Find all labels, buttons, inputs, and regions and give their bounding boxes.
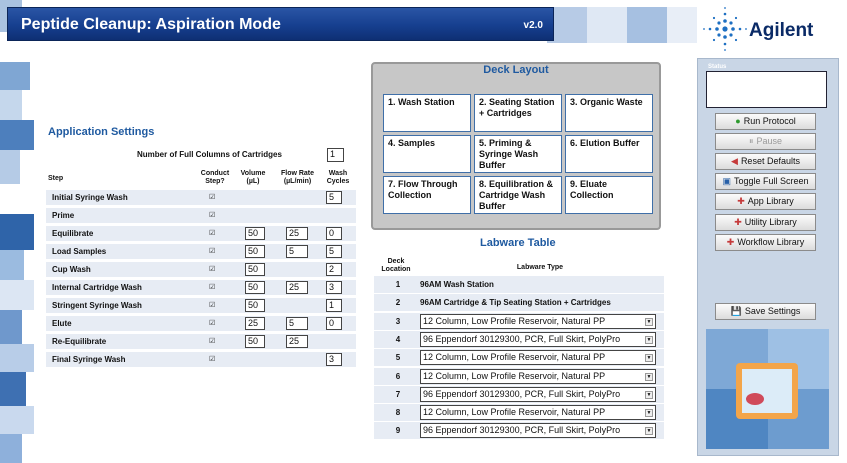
toggle-full-screen-button[interactable]: ▣ Toggle Full Screen	[715, 173, 816, 190]
labware-type-value: 96 Eppendorf 30129300, PCR, Full Skirt, PolyPro	[423, 333, 621, 344]
full-columns-label: Number of Full Columns of Cartridges	[137, 150, 282, 159]
app-library-button[interactable]: ✚ App Library	[715, 193, 816, 210]
reset-icon: ◀	[731, 156, 738, 166]
run-icon: ●	[735, 116, 741, 126]
conduct-checkbox[interactable]: ☑	[209, 338, 216, 345]
labware-row	[374, 276, 664, 293]
labware-type-value: 96 Eppendorf 30129300, PCR, Full Skirt, PolyPro	[423, 388, 621, 399]
deck-position-4: 4. Samples	[383, 135, 471, 173]
labware-type-text: 96AM Wash Station	[420, 280, 494, 289]
deck-location: 9	[395, 426, 401, 436]
volume-input[interactable]: 50	[245, 263, 265, 276]
settings-row	[46, 262, 356, 277]
conduct-checkbox[interactable]: ☑	[209, 356, 216, 363]
step-name: Elute	[52, 319, 72, 328]
flow-input[interactable]: 25	[286, 335, 308, 348]
spark-logo-icon	[702, 6, 748, 52]
settings-row	[46, 352, 356, 367]
deck-position-1: 1. Wash Station	[383, 94, 471, 132]
labware-type-text: 96AM Cartridge & Tip Seating Station + Cartridges	[420, 298, 611, 308]
step-name: Stringent Syringe Wash	[52, 301, 142, 310]
labware-type-select[interactable]	[420, 314, 656, 329]
step-name: Final Syringe Wash	[52, 355, 126, 364]
wash-cycles-header: Wash Cycles	[326, 170, 350, 185]
labware-row	[374, 349, 664, 366]
save-settings-button[interactable]: 💾 Save Settings	[715, 303, 816, 320]
settings-row	[46, 334, 356, 349]
labware-type-value: 12 Column, Low Profile Reservoir, Natural PP	[423, 352, 606, 363]
brand-name: Agilent	[749, 20, 814, 41]
pause-icon: ⏸	[748, 136, 754, 146]
settings-row	[46, 280, 356, 295]
plus-icon: ✚	[726, 237, 735, 247]
deck-location: 7	[395, 389, 401, 399]
cycles-input[interactable]: 2	[326, 263, 342, 276]
labware-type-value: 96 Eppendorf 30129300, PCR, Full Skirt, PolyPro	[423, 425, 621, 436]
labware-type-select[interactable]	[420, 369, 656, 384]
labware-type-select[interactable]	[420, 423, 656, 438]
pause-button[interactable]: ⏸ Pause	[715, 133, 816, 150]
labware-row	[374, 386, 664, 403]
labware-table-title: Labware Table	[480, 237, 556, 249]
chevron-down-icon[interactable]: ▼	[646, 428, 652, 435]
step-name: Re-Equilibrate	[52, 337, 107, 346]
volume-input[interactable]: 50	[245, 281, 265, 294]
deck-position-2: 2. Seating Station + Cartridges	[474, 94, 562, 132]
labware-type-select[interactable]	[420, 350, 656, 365]
conduct-checkbox[interactable]: ☑	[209, 284, 216, 291]
settings-row	[46, 298, 356, 313]
flow-rate-header: Flow Rate (µL/min)	[280, 170, 315, 185]
app-title: Peptide Cleanup: Aspiration Mode	[21, 16, 281, 33]
labware-type-select[interactable]	[420, 387, 656, 402]
step-header: Step	[48, 175, 64, 182]
conduct-checkbox[interactable]: ☑	[209, 266, 216, 273]
volume-input[interactable]: 50	[245, 335, 265, 348]
labware-row	[374, 294, 664, 311]
title-bar	[7, 7, 554, 41]
chevron-down-icon[interactable]: ▼	[646, 373, 652, 380]
conduct-checkbox[interactable]: ☑	[209, 302, 216, 309]
flow-input[interactable]: 25	[286, 227, 308, 240]
deck-location: 1	[395, 280, 401, 289]
volume-input[interactable]: 25	[245, 317, 265, 330]
labware-row	[374, 422, 664, 439]
settings-row	[46, 244, 356, 259]
cycles-input[interactable]: 1	[326, 299, 342, 312]
deck-location: 6	[395, 371, 401, 381]
settings-row	[46, 190, 356, 205]
deck-position-5: 5. Priming & Syringe Wash Buffer	[474, 135, 562, 173]
chevron-down-icon[interactable]: ▼	[646, 355, 652, 362]
step-name: Prime	[52, 211, 75, 220]
control-panel	[697, 58, 839, 456]
flow-input[interactable]: 25	[286, 281, 308, 294]
cycles-input[interactable]: 0	[326, 317, 342, 330]
deck-location: 4	[395, 334, 401, 344]
settings-row	[46, 208, 356, 223]
status-label: Status	[708, 64, 727, 70]
labware-type-value: 12 Column, Low Profile Reservoir, Natural PP	[423, 315, 606, 326]
cycles-input[interactable]: 3	[326, 281, 342, 294]
settings-row	[46, 316, 356, 331]
deck-position-9: 9. Eluate Collection	[565, 176, 653, 214]
cycles-input[interactable]: 5	[326, 191, 342, 204]
deck-location: 2	[395, 298, 401, 308]
plus-icon: ✚	[734, 217, 742, 227]
run-protocol-button[interactable]: ● Run Protocol	[715, 113, 816, 130]
labware-type-select[interactable]	[420, 405, 656, 420]
labware-type-value: 12 Column, Low Profile Reservoir, Natural PP	[423, 407, 606, 418]
labware-row	[374, 313, 664, 330]
deck-layout-title: Deck Layout	[483, 64, 549, 76]
chevron-down-icon[interactable]: ▼	[646, 318, 652, 325]
conduct-checkbox[interactable]: ☑	[209, 194, 216, 201]
full-columns-input[interactable]: 1	[327, 148, 344, 162]
labware-row	[374, 331, 664, 348]
volume-input[interactable]: 50	[245, 227, 265, 240]
utility-library-button[interactable]: ✚ Utility Library	[715, 214, 816, 231]
deck-layout	[371, 62, 661, 230]
step-name: Initial Syringe Wash	[52, 193, 128, 202]
step-name: Cup Wash	[52, 265, 91, 274]
deck-position-3: 3. Organic Waste	[565, 94, 653, 132]
preview-thumbnail	[706, 329, 829, 449]
labware-row	[374, 404, 664, 421]
volume-header: Volume (µL)	[240, 170, 266, 185]
conduct-checkbox[interactable]: ☑	[209, 248, 216, 255]
flow-input[interactable]: 5	[286, 317, 308, 330]
fullscreen-icon: ▣	[722, 176, 731, 186]
workflow-library-button[interactable]: ✚ Workflow Library	[715, 234, 816, 251]
plus-icon: ✚	[737, 196, 745, 206]
deck-location: 8	[395, 408, 401, 418]
settings-row	[46, 226, 356, 241]
version-label: v2.0	[523, 20, 543, 31]
chevron-down-icon[interactable]: ▼	[646, 410, 652, 417]
conduct-checkbox[interactable]: ☑	[209, 212, 216, 219]
deck-location: 5	[395, 353, 401, 363]
cycles-input[interactable]: 3	[326, 353, 342, 366]
deck-position-8: 8. Equilibration & Cartridge Wash Buffer	[474, 176, 562, 214]
reset-defaults-button[interactable]: ◀ Reset Defaults	[715, 153, 816, 170]
deck-position-6: 6. Elution Buffer	[565, 135, 653, 173]
step-name: Load Samples	[52, 247, 107, 256]
volume-input[interactable]: 50	[245, 245, 265, 258]
labware-type-value: 12 Column, Low Profile Reservoir, Natural PP	[423, 370, 606, 381]
conduct-header: Conduct Step?	[200, 170, 230, 185]
conduct-checkbox[interactable]: ☑	[209, 320, 216, 327]
agilent-logo	[700, 5, 840, 53]
deck-location-header: Deck Location	[381, 258, 411, 273]
labware-type-select[interactable]	[420, 332, 656, 347]
volume-input[interactable]: 50	[245, 299, 265, 312]
chevron-down-icon[interactable]: ▼	[646, 336, 652, 343]
cycles-input[interactable]: 0	[326, 227, 342, 240]
save-icon: 💾	[730, 306, 742, 316]
cycles-input[interactable]: 5	[326, 245, 342, 258]
status-display	[706, 71, 827, 108]
step-name: Internal Cartridge Wash	[52, 283, 142, 292]
deck-position-7: 7. Flow Through Collection	[383, 176, 471, 214]
deck-location: 3	[395, 316, 401, 326]
flow-input[interactable]: 5	[286, 245, 308, 258]
labware-row	[374, 368, 664, 385]
labware-type-header: Labware Type	[516, 264, 564, 271]
chevron-down-icon[interactable]: ▼	[646, 391, 652, 398]
application-settings-title: Application Settings	[48, 126, 155, 138]
header-mosaic	[547, 7, 697, 47]
step-name: Equilibrate	[52, 229, 94, 238]
conduct-checkbox[interactable]: ☑	[209, 230, 216, 237]
